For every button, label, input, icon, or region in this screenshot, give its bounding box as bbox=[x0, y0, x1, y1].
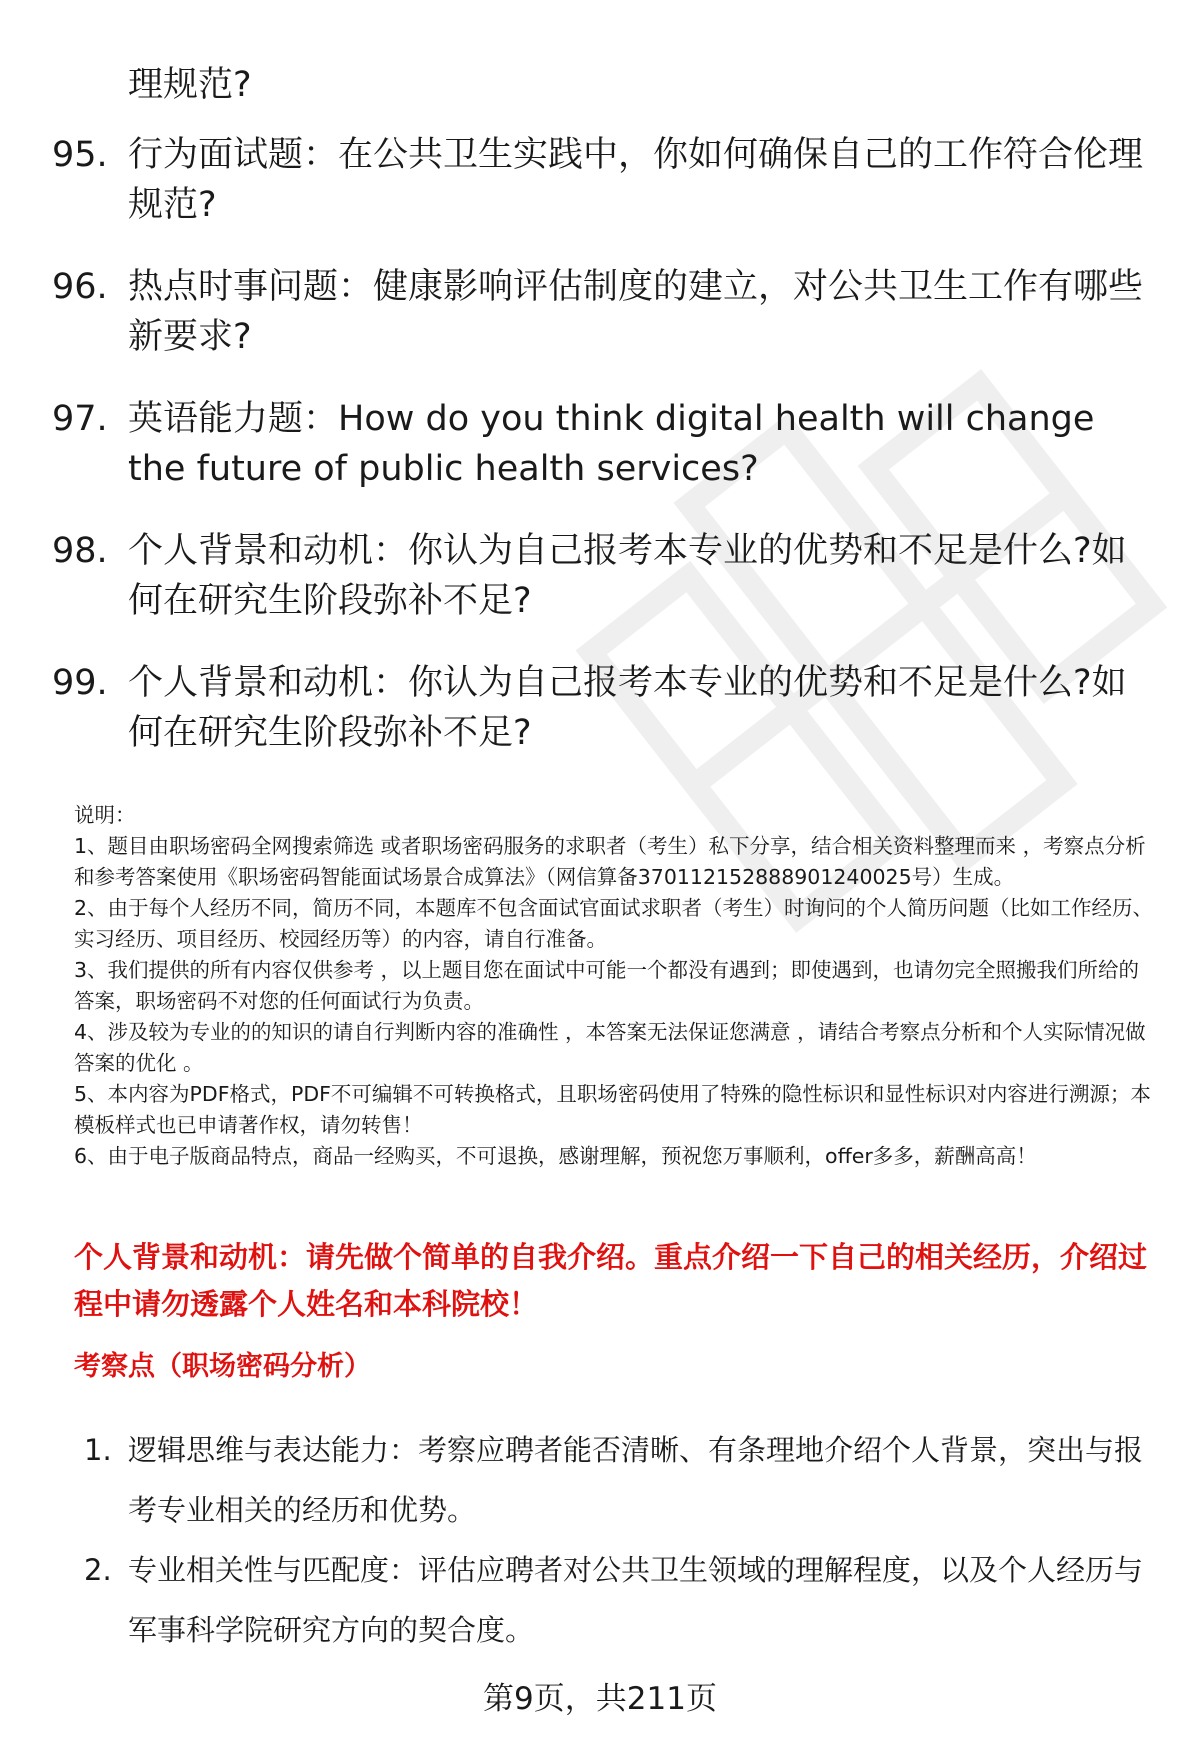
section-heading: 个人背景和动机：请先做个简单的自我介绍。重点介绍一下自己的相关经历，介绍过程中请勿透露个人姓名和本科院校！ bbox=[74, 1240, 1148, 1321]
note-item: 1、题目由职场密码全网搜索筛选 或者职场密码服务的求职者（考生）私下分享，结合相关资料整理而来 ，考察点分析和参考答案使用《职场密码智能面试场景合成算法》（网信算备370112152888901240025号）生成。 bbox=[74, 834, 1146, 889]
note-item: 4、涉及较为专业的的知识的请自行判断内容的准确性 ，本答案无法保证您满意 ，请结合考察点分析和个人实际情况做答案的优化 。 bbox=[74, 1020, 1146, 1075]
question-text: 个人背景和动机：你认为自己报考本专业的优势和不足是什么?如何在研究生阶段弥补不足? bbox=[128, 663, 1127, 753]
point-number: 2. bbox=[84, 1553, 112, 1587]
point-text: 专业相关性与匹配度：评估应聘者对公共卫生领域的理解程度，以及个人经历与军事科学院研究方向的契合度。 bbox=[128, 1553, 1144, 1647]
question-text: 行为面试题：在公共卫生实践中，你如何确保自己的工作符合伦理规范? bbox=[128, 135, 1144, 225]
question-number: 98. bbox=[52, 531, 108, 571]
question-number: 99. bbox=[52, 663, 108, 703]
page-footer: 第9页，共211页 bbox=[483, 1681, 717, 1717]
note-item: 6、由于电子版商品特点，商品一经购买，不可退换，感谢理解，预祝您万事顺利，offer多多，薪酬高高！ bbox=[74, 1144, 1037, 1168]
question-text: 热点时事问题：健康影响评估制度的建立，对公共卫生工作有哪些新要求? bbox=[128, 267, 1144, 357]
note-item: 5、本内容为PDF格式，PDF不可编辑不可转换格式，且职场密码使用了特殊的隐性标识和显性标识对内容进行溯源；本模板样式也已申请著作权，请勿转售！ bbox=[74, 1082, 1151, 1137]
question-continuation: 理规范? bbox=[128, 65, 252, 105]
question-number: 95. bbox=[52, 135, 108, 175]
point-number: 1. bbox=[84, 1433, 112, 1467]
question-text: 英语能力题：How do you think digital health will change the future of public health services? bbox=[128, 399, 1095, 489]
question-number: 96. bbox=[52, 267, 108, 307]
section-subheading: 考察点（职场密码分析） bbox=[74, 1351, 371, 1382]
notes-title: 说明： bbox=[74, 803, 136, 827]
notes-section bbox=[74, 800, 1159, 1172]
question-number: 97. bbox=[52, 399, 108, 439]
note-item: 3、我们提供的所有内容仅供参考 ，以上题目您在面试中可能一个都没有遇到；即使遇到，也请勿完全照搬我们所给的答案，职场密码不对您的任何面试行为负责。 bbox=[74, 958, 1140, 1013]
question-text: 个人背景和动机：你认为自己报考本专业的优势和不足是什么?如何在研究生阶段弥补不足? bbox=[128, 531, 1127, 621]
point-text: 逻辑思维与表达能力：考察应聘者能否清晰、有条理地介绍个人背景，突出与报考专业相关的经历和优势。 bbox=[128, 1433, 1144, 1527]
note-item: 2、由于每个人经历不同，简历不同，本题库不包含面试官面试求职者（考生）时询问的个人简历问题（比如工作经历、实习经历、项目经历、校园经历等）的内容，请自行准备。 bbox=[74, 896, 1154, 951]
